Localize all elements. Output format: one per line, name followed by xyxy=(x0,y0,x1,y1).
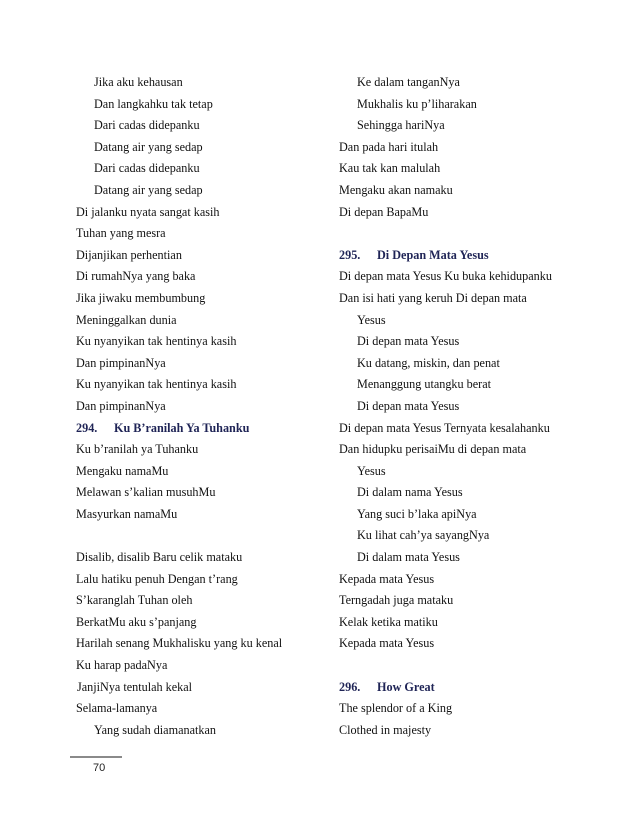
lyric-line: Mengaku akan namaku xyxy=(339,182,453,197)
lyric-line: Ku nyanyikan tak hentinya kasih xyxy=(76,334,237,349)
hymn-heading-295 xyxy=(339,245,599,267)
lyric-line: Di rumahNya yang baka xyxy=(76,269,196,284)
lyric-line: Meninggalkan dunia xyxy=(76,312,177,327)
lyric-line: Dan pimpinanNya xyxy=(76,355,166,370)
lyric-line: Sehingga hariNya xyxy=(357,118,445,133)
lyric-line: Datang air yang sedap xyxy=(94,182,203,197)
lyric-line: Harilah senang Mukhalisku yang ku kenal xyxy=(76,636,283,651)
lyric-line: Lalu hatiku penuh Dengan t’rang xyxy=(76,571,238,586)
lyric-line: Melawan s’kalian musuhMu xyxy=(76,485,216,500)
lyric-line: Di depan mata Yesus Ku buka kehidupanku xyxy=(339,269,552,284)
hymn-heading-294 xyxy=(76,418,326,440)
lyric-line: Di depan mata Yesus xyxy=(357,398,460,413)
lyric-line: Ku lihat cah’ya sayangNya xyxy=(357,528,490,543)
lyric-line: Masyurkan namaMu xyxy=(76,506,178,521)
lyric-line: Kau tak kan malulah xyxy=(339,161,441,176)
lyric-line: Tuhan yang mesra xyxy=(76,226,166,241)
lyric-line: Dari cadas didepanku xyxy=(94,161,200,176)
lyric-line: Di dalam mata Yesus xyxy=(357,550,460,565)
lyric-line: JanjiNya tentulah kekal xyxy=(77,679,193,694)
lyric-line: Disalib, disalib Baru celik mataku xyxy=(76,550,243,565)
lyric-line: Di dalam nama Yesus xyxy=(357,485,463,500)
lyric-line: Jika jiwaku membumbung xyxy=(76,290,206,305)
lyric-line: Datang air yang sedap xyxy=(94,139,203,154)
lyric-line: Ke dalam tanganNya xyxy=(357,75,460,89)
lyric-line: Di depan mata Yesus xyxy=(357,334,460,349)
lyric-line: Dan isi hati yang keruh Di depan mata xyxy=(339,290,527,305)
lyric-line: Kepada mata Yesus xyxy=(339,571,435,586)
hymn-title: Di Depan Mata Yesus xyxy=(377,247,489,262)
lyric-line: Dan pada hari itulah xyxy=(339,139,439,154)
hymn-number: 294. xyxy=(76,420,98,435)
stanza-gap xyxy=(339,223,599,245)
lyric-line: Ku datang, miskin, dan penat xyxy=(357,355,500,370)
hymn-title: How Great xyxy=(377,679,435,694)
lyric-line: Clothed in majesty xyxy=(339,722,432,737)
lyric-line: Di depan mata Yesus Ternyata kesalahanku xyxy=(339,420,550,435)
lyric-line: Mengaku namaMu xyxy=(76,463,169,478)
footer-divider xyxy=(70,756,122,758)
lyric-line: Menanggung utangku berat xyxy=(357,377,492,392)
lyric-line: Mukhalis ku p’liharakan xyxy=(357,96,477,111)
lyric-line: Dan langkahku tak tetap xyxy=(94,96,213,111)
lyric-line: Di jalanku nyata sangat kasih xyxy=(76,204,220,219)
lyric-line: Yang suci b’laka apiNya xyxy=(357,506,477,521)
lyric-line: Ku nyanyikan tak hentinya kasih xyxy=(76,377,237,392)
lyric-line: Yang sudah diamanatkan xyxy=(94,722,216,737)
lyric-line: Yesus xyxy=(357,312,386,327)
lyric-line: Terngadah juga mataku xyxy=(339,593,454,608)
right-column xyxy=(339,72,599,741)
hymn-number: 296. xyxy=(339,679,361,694)
lyric-line: Di depan BapaMu xyxy=(339,204,429,219)
lyric-line: Dan pimpinanNya xyxy=(76,398,166,413)
lyric-line: Yesus xyxy=(357,463,386,478)
hymn-number: 295. xyxy=(339,247,361,262)
lyric-line: Ku harap padaNya xyxy=(76,658,168,673)
lyric-line: Jika aku kehausan xyxy=(94,75,183,89)
lyric-line: The splendor of a King xyxy=(339,701,453,716)
lyric-line: Kepada mata Yesus xyxy=(339,636,435,651)
stanza-gap xyxy=(339,655,599,677)
lyric-line: BerkatMu aku s’panjang xyxy=(76,614,197,629)
lyric-line: Dari cadas didepanku xyxy=(94,118,200,133)
hymn-title: Ku B’ranilah Ya Tuhanku xyxy=(114,420,250,435)
stanza-gap xyxy=(76,525,326,547)
page-number: 70 xyxy=(93,762,106,774)
lyric-line: S’karanglah Tuhan oleh xyxy=(76,593,193,608)
lyric-line: Selama-lamanya xyxy=(76,701,158,716)
lyric-line: Ku b’ranilah ya Tuhanku xyxy=(76,442,199,457)
left-column xyxy=(76,72,326,741)
lyric-line: Dijanjikan perhentian xyxy=(76,247,182,262)
hymn-heading-296 xyxy=(339,677,599,699)
lyric-line: Dan hidupku perisaiMu di depan mata xyxy=(339,442,527,457)
lyric-line: Kelak ketika matiku xyxy=(339,614,438,629)
